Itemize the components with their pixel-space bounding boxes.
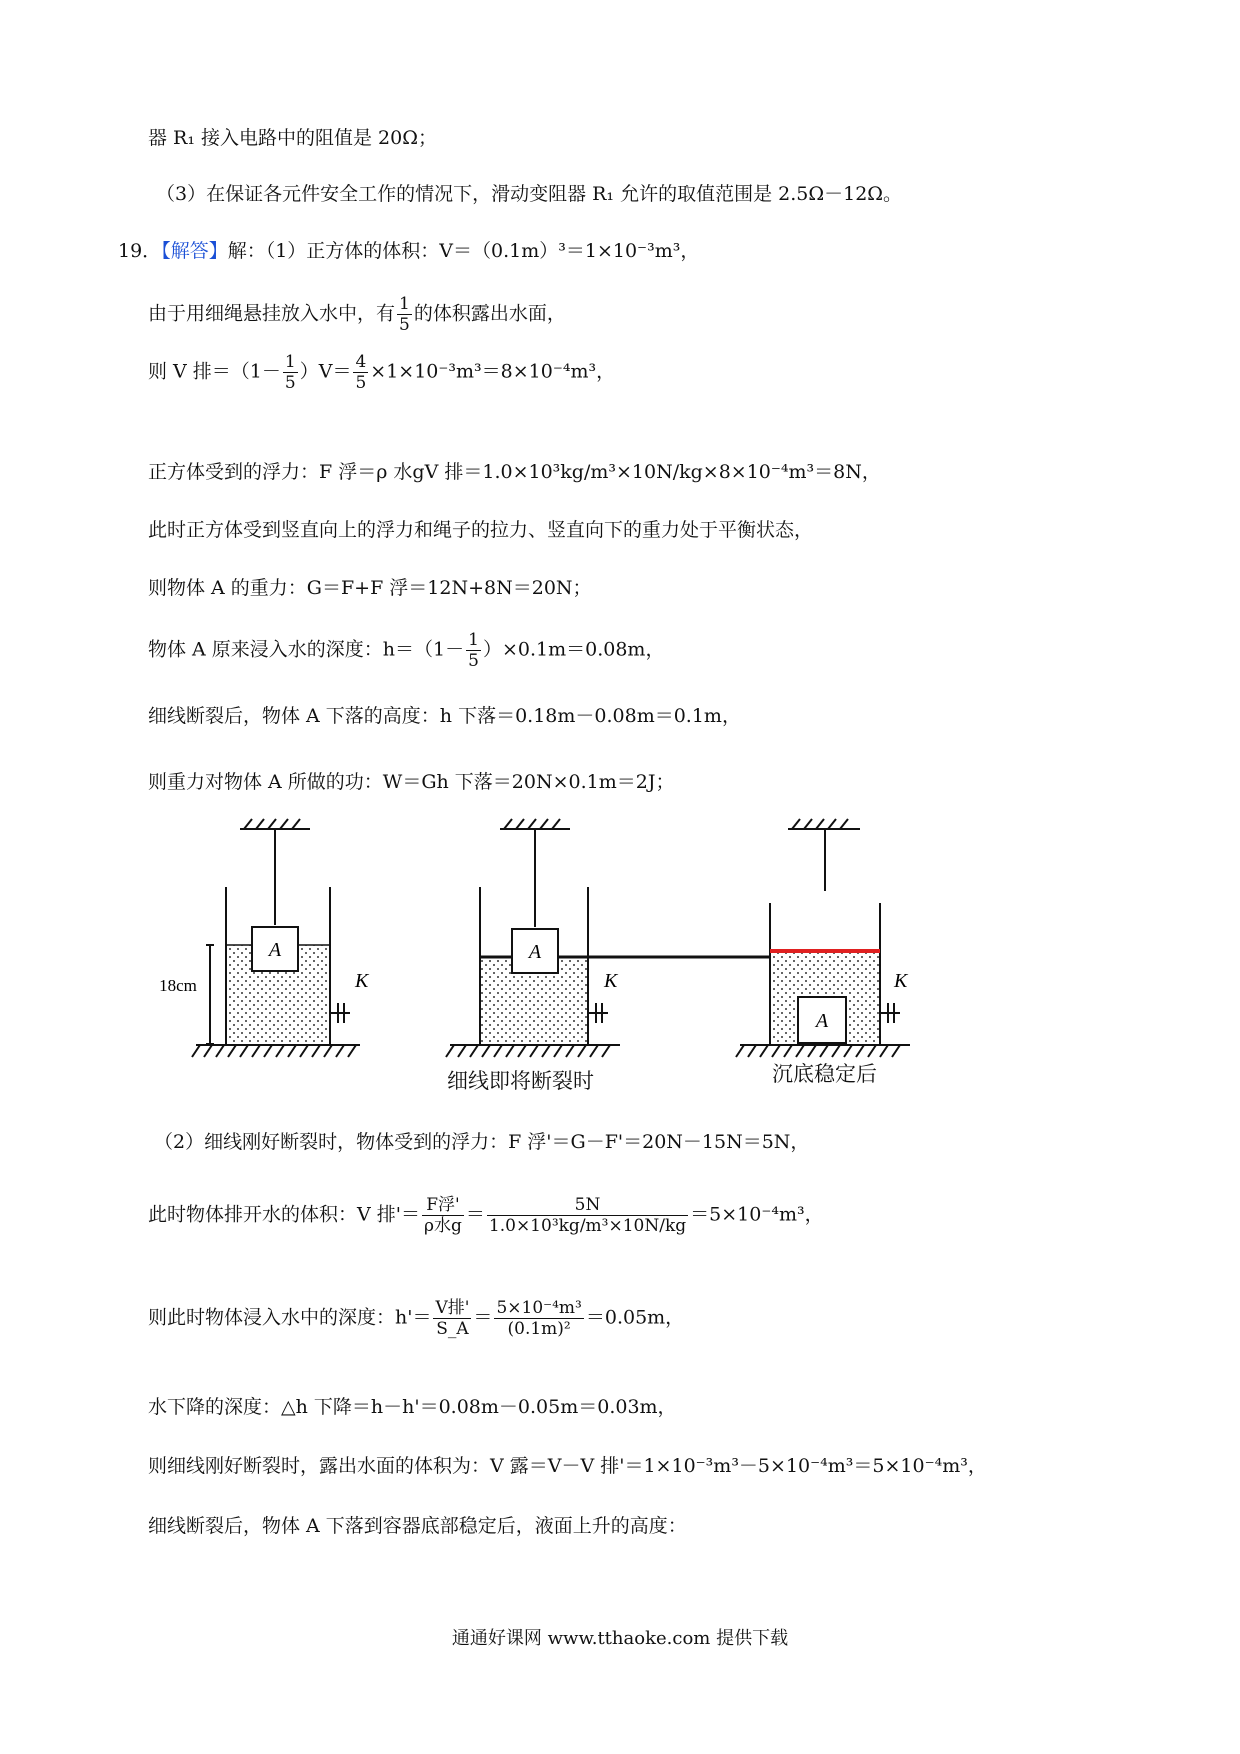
page-footer: 通通好课网 www.tthaoke.com 提供下载 <box>451 1628 789 1649</box>
figure-caption-3: 沉底稳定后 <box>772 1062 877 1086</box>
line-17: 细线断裂后，物体 A 下落到容器底部稳定后，液面上升的高度： <box>148 1515 687 1537</box>
figure-caption-2: 细线即将断裂时 <box>447 1069 594 1093</box>
line-11: 则重力对物体 A 所做的功：W＝Gh 下落＝20N×0.1m＝2J； <box>148 771 675 793</box>
line-13-text-c: ＝5×10⁻⁴m³， <box>690 1203 824 1226</box>
line-4 <box>148 294 566 335</box>
line-13-text-b: ＝ <box>465 1203 485 1226</box>
line-3 <box>118 237 699 265</box>
line-13-text-a: 此时物体排开水的体积：V 排'＝ <box>148 1203 420 1226</box>
svg-text:A: A <box>815 1010 829 1032</box>
line-12: （2）细线刚好断裂时，物体受到的浮力：F 浮'＝G－F'＝20N－15N＝5N， <box>154 1131 810 1153</box>
line-16: 则细线刚好断裂时，露出水面的体积为：V 露＝V－V 排'＝1×10⁻³m³－5×10⁻⁴m³＝5×10⁻⁴m³， <box>148 1455 987 1477</box>
line-15: 水下降的深度：△h 下降＝h－h'＝0.08m－0.05m＝0.03m， <box>148 1396 677 1418</box>
fraction-one-fifth: $\frac{1}{5}$ <box>468 630 479 671</box>
svg-text:K: K <box>894 970 908 992</box>
line-9 <box>148 630 664 671</box>
line-14-text-c: ＝0.05m， <box>585 1306 685 1329</box>
line-10: 细线断裂后，物体 A 下落的高度：h 下落＝0.18m－0.08m＝0.1m， <box>148 705 741 727</box>
line-5-text-a: 则 V 排＝（1－ <box>148 360 281 383</box>
line-7: 此时正方体受到竖直向上的浮力和绳子的拉力、竖直向下的重力处于平衡状态， <box>148 519 814 541</box>
line-4-text-b: 的体积露出水面， <box>413 302 566 325</box>
question-number: 19． <box>118 240 162 262</box>
line-2: （3）在保证各元件安全工作的情况下，滑动变阻器 R₁ 允许的取值范围是 2.5Ω－12Ω。 <box>156 183 903 205</box>
experiment-figure <box>0 815 1240 1125</box>
fraction-four-fifths: $\frac{4}{5}$ <box>355 352 367 393</box>
line-6: 正方体受到的浮力：F 浮＝ρ 水gV 排＝1.0×10³kg/m³×10N/kg×8×10⁻⁴m³＝8N， <box>148 461 881 483</box>
line-4-text-a: 由于用细绳悬挂放入水中，有 <box>148 302 396 325</box>
answer-tag: 【解答】 <box>161 240 228 262</box>
line-1: 器 R₁ 接入电路中的阻值是 20Ω； <box>148 127 437 149</box>
line-5-text-c: ×1×10⁻³m³＝8×10⁻⁴m³， <box>370 360 616 383</box>
line-9-text-a: 物体 A 原来浸入水的深度：h＝（1－ <box>148 638 465 661</box>
svg-text:A: A <box>268 939 282 961</box>
fraction-volume-over-area: $\frac{\text{V排'}}{S\_A}$ <box>435 1298 470 1339</box>
fraction-volume-value: $\frac{5N}{\text{1.0×10³kg/m³×10N/kg}}$ <box>488 1195 687 1236</box>
fraction-depth-value: $\frac{\text{5×10⁻⁴m³}}{\text{(0.1m)²}}$ <box>496 1298 582 1339</box>
svg-text:K: K <box>604 970 618 992</box>
svg-text:18cm: 18cm <box>159 976 197 995</box>
svg-text:K: K <box>355 970 369 992</box>
fraction-one-fifth: $\frac{1}{5}$ <box>284 352 296 393</box>
line-5 <box>148 352 615 393</box>
line-14-text-a: 则此时物体浸入水中的深度：h'＝ <box>148 1306 432 1329</box>
line-13 <box>148 1195 824 1236</box>
fraction-buoyancy-over-rho-g: $\frac{\text{F浮'}}{\text{ρ水g}}$ <box>424 1195 462 1236</box>
fraction-one-fifth: $\frac{1}{5}$ <box>399 294 410 335</box>
line-8: 则物体 A 的重力：G＝F+F 浮＝12N+8N＝20N； <box>148 577 592 599</box>
line-5-text-b: ）V＝ <box>299 360 352 383</box>
line-3-text: 解：（1）正方体的体积：V＝（0.1m）³＝1×10⁻³m³， <box>227 240 700 262</box>
line-14-text-b: ＝ <box>473 1306 493 1329</box>
svg-text:A: A <box>528 941 542 963</box>
line-9-text-b: ）×0.1m＝0.08m， <box>482 638 665 661</box>
line-14 <box>148 1298 684 1339</box>
